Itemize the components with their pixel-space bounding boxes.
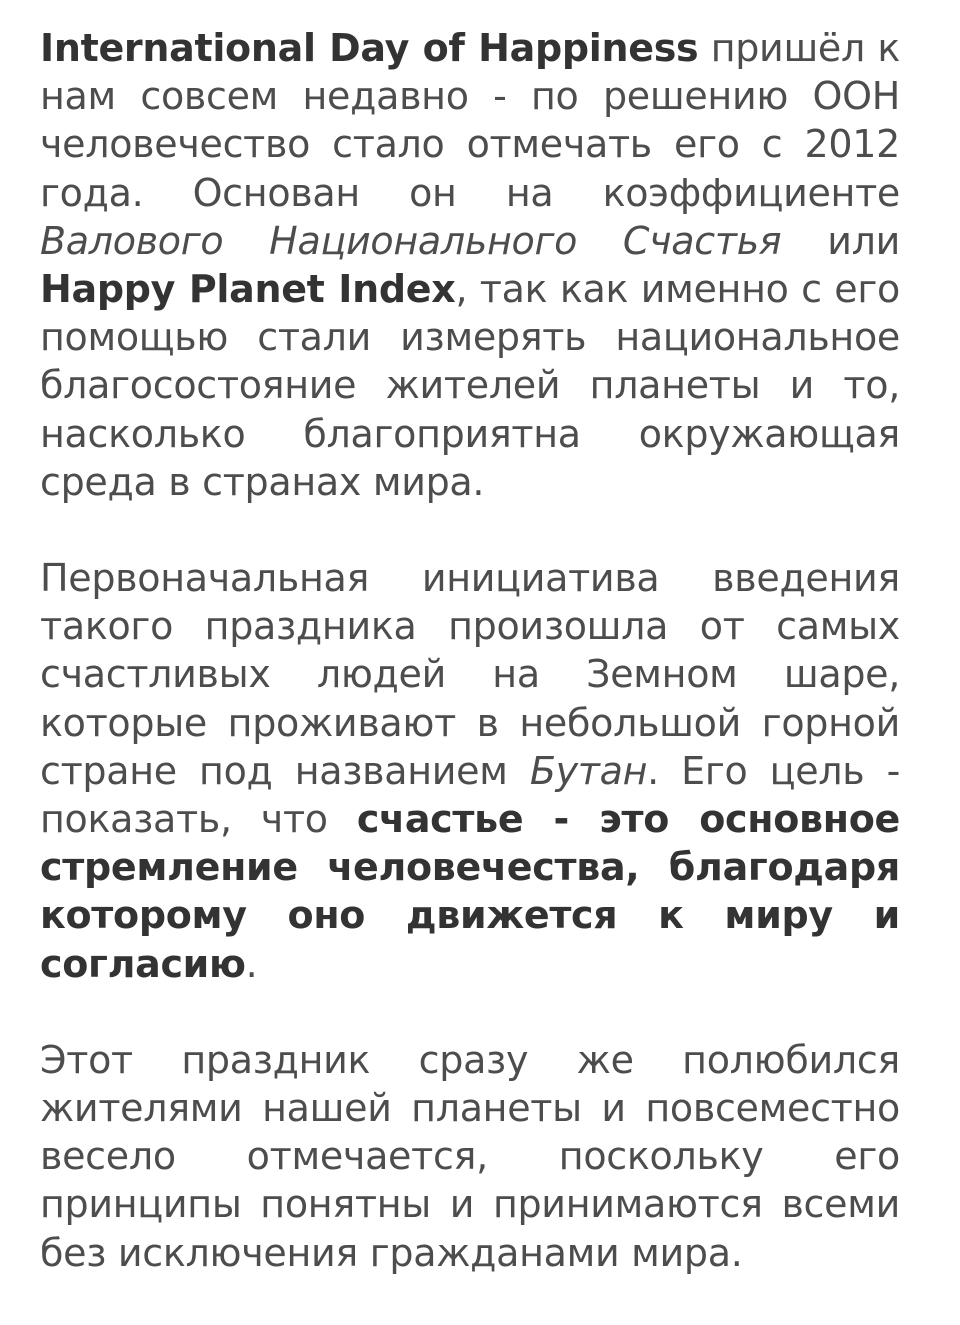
bold-text: International Day of Happiness: [40, 26, 699, 70]
text-span: пришёл к нам совсем недавно - по решению ООН человечество стало отмечать его с 2012 года. Основан он на коэффициенте: [40, 26, 900, 215]
text-span: . Его цель - показать, что: [40, 748, 900, 842]
text-span: .: [245, 941, 258, 986]
italic-text: Валового Национального Счастья: [40, 218, 782, 263]
bold-text: счастье - это основное стремление человечества, благодаря которому оно движется к миру и согласию: [40, 797, 901, 986]
italic-text: Бутан: [529, 748, 648, 793]
text-span: Первоначальная инициатива введения такого праздника произошла от самых счастливых людей на Земном шаре, которые проживают в небольшой горной стране под названием: [40, 556, 900, 793]
paragraph-3: [40, 1036, 900, 1277]
paragraph-2: [40, 554, 900, 988]
text-span: , так как именно с его помощью стали измерять национальное благосостояние жителей планеты и то, насколько благоприятна окружающая среда в странах мира.: [40, 267, 900, 504]
text-span: или: [781, 218, 900, 263]
paragraph-1: [40, 24, 900, 506]
text-span: Этот праздник сразу же полюбился жителями нашей планеты и повсеместно весело отмечается, поскольку его принципы понятны и принимаются всеми без исключения гражданами мира.: [40, 1037, 900, 1275]
article-body: [40, 24, 900, 1325]
bold-text: Happy Planet Index: [40, 267, 456, 312]
